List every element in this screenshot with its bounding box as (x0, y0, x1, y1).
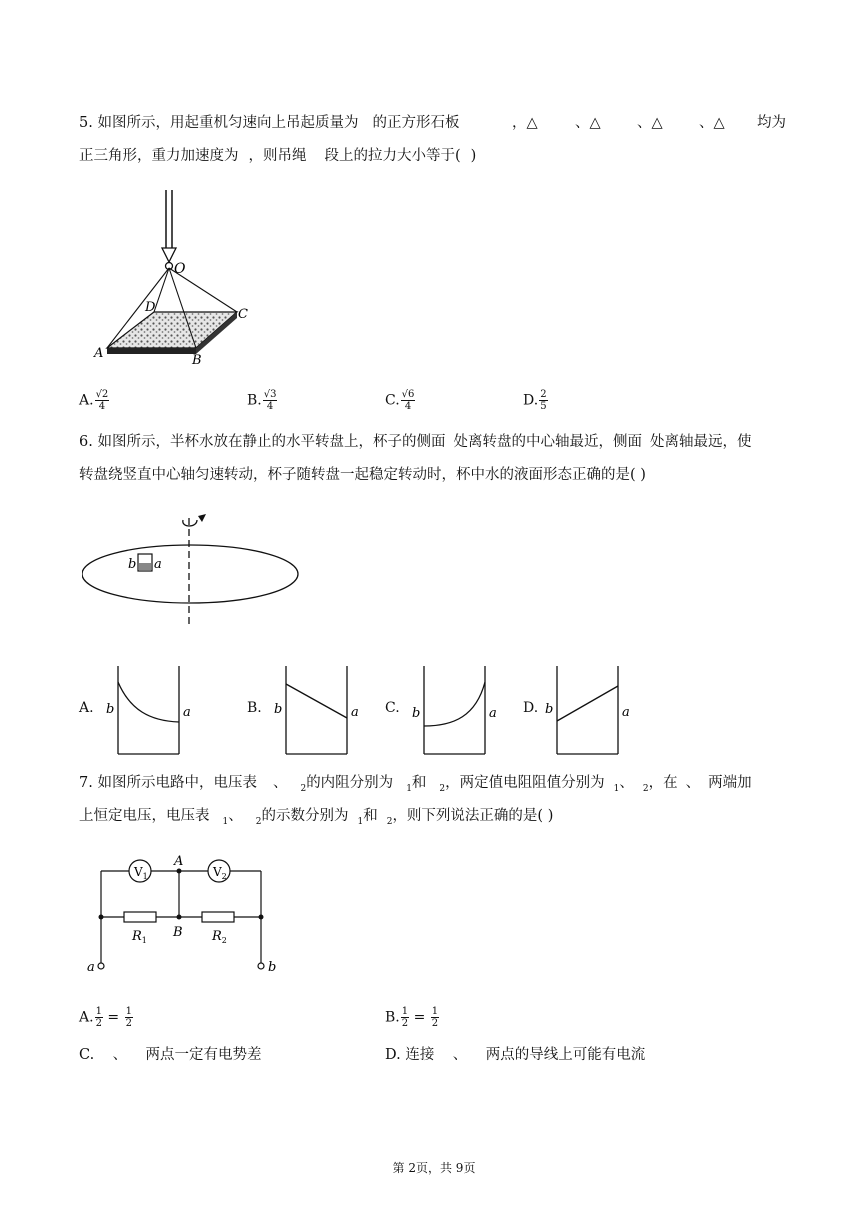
q5-text: ，则吊绳 (248, 148, 307, 164)
cup-label-b: b (412, 706, 421, 721)
q5-figure (92, 190, 262, 368)
q6-line1 (79, 432, 751, 452)
q5-text: 的正方形石板 (372, 115, 460, 131)
q5-line2 (79, 146, 476, 166)
q7-text: 的示数分别为 (261, 808, 349, 824)
option-letter: B. (247, 392, 262, 409)
cup-label-a: a (183, 705, 191, 720)
frac-num: 1 (95, 1006, 102, 1017)
r2-label: $R_2$ (212, 929, 227, 945)
q5-line1-tri: 、△ (699, 115, 725, 131)
q6-line2: 转盘绕竖直中心轴匀速转动，杯子随转盘一起稳定转动时，杯中水的液面形态正确的是( ) (79, 467, 646, 483)
q7-text: 上恒定电压，电压表 (79, 808, 210, 824)
v2-label: $V_2$ (213, 865, 227, 881)
frac-num: √3 (263, 389, 277, 400)
subscript: 1 (406, 783, 412, 794)
q6-option-d-letter[interactable]: D. (523, 700, 539, 716)
option-letter: A. (79, 392, 94, 409)
frac-num: 1 (125, 1006, 132, 1017)
fig-label-B: B (192, 353, 202, 368)
frac-den: 2 (125, 1018, 132, 1029)
v1-label: $V_1$ (134, 865, 148, 881)
cup-label-a: a (351, 705, 359, 720)
q5-text: ) (470, 148, 477, 164)
fig-label-O: O (174, 261, 186, 277)
terminal-b-label: b (268, 960, 277, 975)
q7-option-c[interactable]: C. 、 两点一定有电势差 (79, 1047, 262, 1063)
frac-den: 2 (95, 1018, 102, 1029)
q5-option-a[interactable] (79, 389, 109, 412)
q7-text: 、 (619, 775, 634, 791)
subscript: 1 (357, 816, 364, 827)
subscript: 1 (613, 783, 620, 794)
fig-label-A: A (94, 346, 104, 361)
q5-text: 5. 如图所示，用起重机匀速向上吊起质量为 (79, 115, 359, 131)
q5-option-d[interactable] (523, 389, 548, 412)
frac-den: 2 (401, 1018, 409, 1029)
terminal-a-label: a (87, 960, 95, 975)
q6-text: 处离转盘的中心轴最近，侧面 (453, 434, 642, 450)
cup-label-b: b (274, 702, 283, 717)
frac-num: √6 (401, 389, 415, 400)
q6-option-b-letter[interactable]: B. (247, 700, 262, 716)
q7-text: 的内阻分别为 (306, 775, 394, 791)
q7-text: 和 (363, 808, 378, 824)
frac-den: 5 (540, 401, 547, 412)
q7-text: ，在 (648, 775, 678, 791)
q7-text: 两端加 (708, 775, 752, 791)
option-letter: B. (385, 1009, 400, 1026)
q6-figure (82, 512, 304, 630)
q6-option-b-cup (272, 664, 364, 756)
q6-option-a-cup (104, 664, 196, 756)
subscript: 2 (439, 783, 446, 794)
frac-num: 1 (401, 1006, 409, 1017)
q5-text: 正三角形，重力加速度为 (79, 148, 239, 164)
q5-line1-tri: 、△ (637, 115, 663, 131)
q5-line1-tri: 、△ (575, 115, 601, 131)
frac-den: 4 (266, 401, 274, 412)
subscript: 2 (642, 783, 649, 794)
equals-sign: = (413, 1009, 426, 1026)
cup-label-b: b (106, 702, 115, 717)
q5-line1-tri: ，△ (512, 115, 538, 131)
q7-text: 和 (411, 775, 427, 791)
q7-line2 (79, 806, 553, 832)
frac-num: 1 (431, 1006, 439, 1017)
q7-text: ，两定值电阻阻值分别为 (445, 775, 605, 791)
q6-option-c-letter[interactable]: C. (385, 700, 400, 716)
q7-line1 (79, 773, 752, 799)
q5-option-c[interactable] (385, 389, 415, 412)
q6-option-d-cup (543, 664, 635, 756)
equals-sign: = (107, 1009, 120, 1026)
q6-text: 处离轴最远，使 (649, 434, 752, 450)
q7-option-b[interactable] (385, 1006, 439, 1029)
cup-label-a: a (622, 705, 630, 720)
node-B-label: B (173, 925, 183, 940)
subscript: 1 (222, 816, 229, 827)
q5-line1 (79, 113, 459, 133)
q5-option-b[interactable] (247, 389, 277, 412)
subscript: 2 (386, 816, 393, 827)
cup-label-a: a (489, 706, 497, 721)
q7-circuit (84, 850, 280, 978)
q5-line1-end: 均为 (757, 115, 786, 131)
q7-text: 、 (272, 775, 288, 791)
cup-label-b: b (545, 702, 554, 717)
subscript: 2 (300, 783, 307, 794)
q5-text: 段上的拉力大小等于( (324, 148, 461, 164)
fig-label-D: D (145, 300, 156, 315)
subscript: 2 (255, 816, 262, 827)
frac-num: 2 (540, 389, 547, 400)
q7-text: 、 (685, 775, 701, 791)
option-letter: A. (79, 1009, 94, 1026)
r1-label: $R_1$ (132, 929, 147, 945)
option-letter: C. (385, 392, 400, 409)
q7-text: ，则下列说法正确的是( ) (392, 808, 554, 824)
q7-text: 7. 如图所示电路中，电压表 (79, 775, 257, 791)
frac-den: 4 (404, 401, 412, 412)
fig-label-b: b (128, 557, 137, 572)
q7-option-a[interactable] (79, 1006, 133, 1029)
frac-den: 4 (98, 401, 106, 412)
q7-option-d[interactable]: D. 连接 、 两点的导线上可能有电流 (385, 1047, 646, 1063)
node-A-label: A (174, 854, 184, 869)
page-footer: 第 2页，共 9页 (392, 1161, 476, 1175)
option-letter: D. (523, 392, 539, 409)
frac-den: 2 (431, 1018, 439, 1029)
frac-num: √2 (95, 389, 109, 400)
fig-label-C: C (238, 307, 248, 322)
q6-text: 6. 如图所示，半杯水放在静止的水平转盘上，杯子的侧面 (79, 434, 446, 450)
fig-label-a: a (154, 557, 162, 572)
q6-option-a-letter[interactable]: A. (79, 700, 94, 716)
q7-text: 、 (228, 808, 243, 824)
q6-option-c-cup (410, 664, 502, 756)
